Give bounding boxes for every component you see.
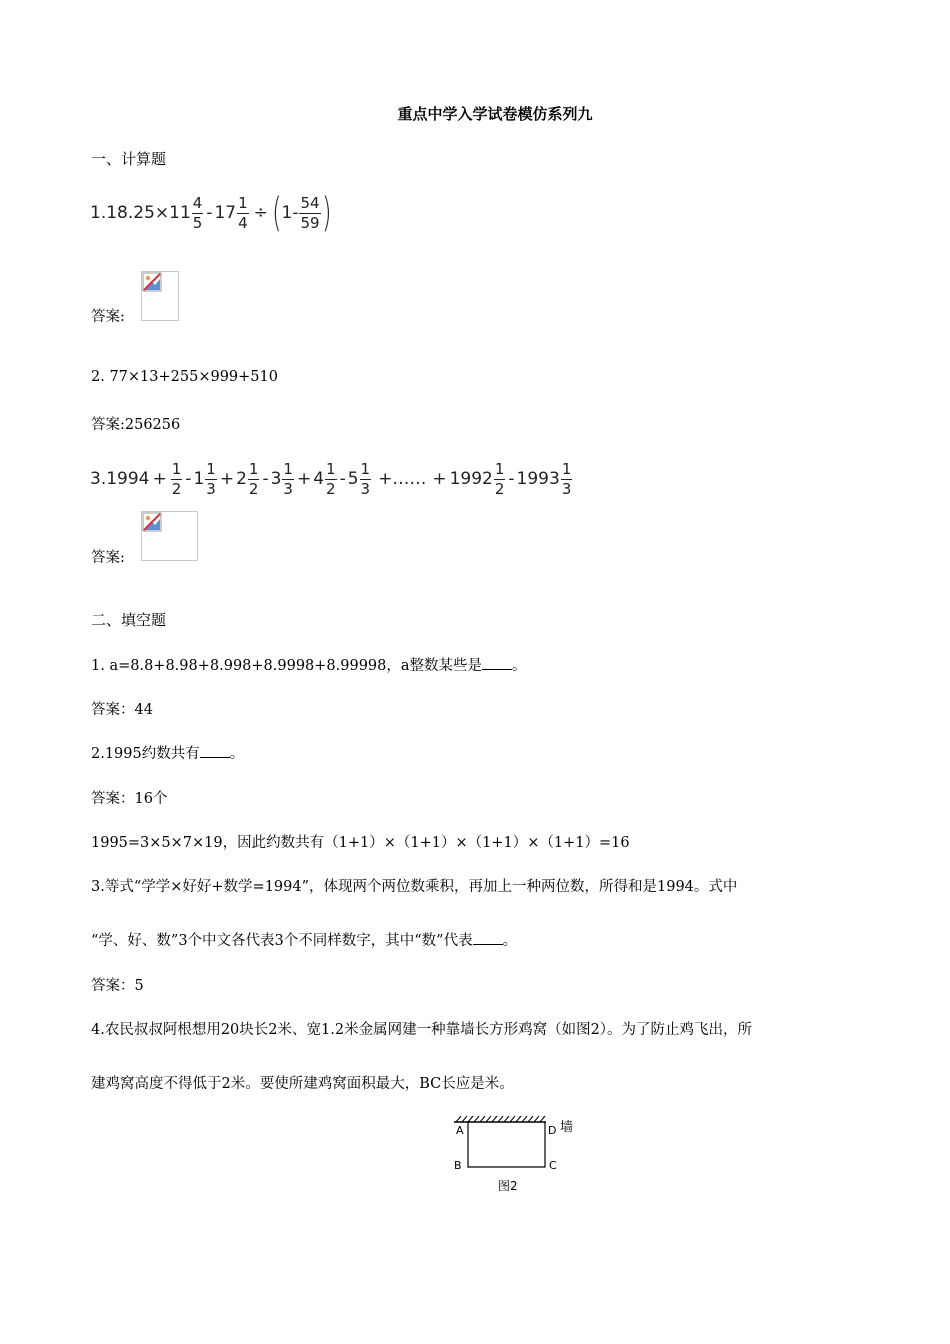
q3-whole-end-1: 1992 [449, 469, 493, 489]
answer-1-image [141, 271, 179, 321]
q3-dots: +…… [378, 469, 427, 489]
label-wall: 墙 [560, 1120, 574, 1135]
fill-question-3-line-2 [91, 929, 517, 950]
q3-frac4-den: 2 [326, 479, 336, 498]
label-b: B [454, 1159, 462, 1172]
q1-frac1-numerator: 4 [192, 193, 203, 212]
broken-image-icon [142, 512, 162, 532]
figure-caption: 图2 [498, 1179, 518, 1193]
label-c: C [549, 1159, 557, 1172]
q3-fraction-1 [205, 459, 217, 498]
fill-q3-blank [473, 930, 503, 945]
q1-whole-2: 17 [214, 203, 237, 223]
q3-frac-end1-den: 2 [494, 479, 505, 498]
q1-left-paren: ( [272, 190, 282, 236]
q3-plus-0: + [152, 469, 167, 489]
q3-frac2-num: 1 [248, 459, 259, 478]
q3-plus-end: + [432, 469, 447, 489]
q1-whole-1: 11 [169, 203, 191, 223]
label-d: D [548, 1124, 557, 1137]
q1-one-minus: 1- [281, 203, 299, 223]
fill-question-4-line-2: 建鸡窝高度不得低于2米。要使所建鸡窝面积最大，BC长应是米。 [91, 1076, 514, 1092]
q1-right-paren: ) [321, 190, 332, 236]
q3-frac-end1-num: 1 [494, 459, 505, 478]
fill-answer-3: 答案：5 [91, 978, 144, 994]
q3-frac5-den: 3 [360, 479, 371, 498]
fill-explanation-2: 1995=3×5×7×19，因此约数共有（1+1）×（1+1）×（1+1）×（1+1）=16 [91, 835, 630, 851]
q3-op-5: - [339, 469, 346, 489]
q3-fraction-0 [171, 459, 183, 498]
q3-frac-end2-den: 3 [561, 479, 572, 498]
q1-frac3-denominator: 59 [300, 213, 320, 232]
fill-question-3-line-1: 3.等式“学学×好好+数学=1994”，体现两个两位数乘积，再加上一种两位数，所得和是1994。式中 [91, 879, 738, 895]
q3-op-2: + [219, 469, 235, 489]
q1-term-a: 18.25 [106, 203, 155, 223]
q3-whole-2: 2 [236, 469, 247, 489]
fill-q2-blank [200, 743, 230, 758]
q3-frac2-den: 2 [248, 479, 259, 498]
q3-frac4-num: 1 [326, 459, 336, 478]
q1-frac2-numerator: 1 [238, 193, 248, 212]
q3-whole-5: 5 [347, 469, 359, 489]
fill-q1-text: 1. a=8.8+8.98+8.998+8.9998+8.99998，a整数某些是 [91, 658, 483, 674]
q3-frac3-den: 3 [283, 479, 293, 498]
q3-fraction-2 [248, 459, 260, 498]
q3-frac0-num: 1 [171, 459, 182, 478]
section-heading-fill: 二、填空题 [91, 611, 167, 629]
q3-frac5-num: 1 [360, 459, 371, 478]
q3-whole-3: 3 [270, 469, 282, 489]
q1-fraction-1 [192, 193, 204, 232]
q3-fraction-3 [282, 459, 294, 498]
label-a: A [456, 1124, 464, 1137]
q3-op-3: - [262, 469, 269, 489]
q3-op-1: - [185, 469, 192, 489]
q1-fraction-3 [299, 193, 320, 232]
q3-fraction-5 [360, 459, 372, 498]
q3-fraction-end-2 [561, 459, 573, 498]
answer-3-label: 答案: [91, 550, 125, 566]
q1-number: 1. [90, 203, 107, 223]
q3-whole-4: 4 [313, 469, 325, 489]
q1-fraction-2 [237, 193, 249, 232]
fill-answer-1: 答案：44 [91, 702, 153, 718]
q3-frac1-den: 3 [206, 479, 216, 498]
q1-divide: ÷ [253, 203, 268, 223]
q1-frac3-numerator: 54 [300, 193, 320, 212]
q3-frac0-den: 2 [171, 479, 182, 498]
fill-q3-end: 。 [502, 933, 518, 949]
section-heading-calc: 一、计算题 [91, 150, 167, 168]
q1-frac2-denominator: 4 [238, 213, 248, 232]
fill-question-2 [91, 742, 244, 763]
fill-q2-text: 2.1995约数共有 [91, 746, 200, 762]
fill-q1-blank [482, 655, 512, 670]
q3-frac3-num: 1 [283, 459, 293, 478]
q3-whole-1: 1 [193, 469, 205, 489]
q3-frac1-num: 1 [206, 459, 216, 478]
figure-2-diagram [446, 1112, 586, 1197]
q3-number: 3. [90, 469, 107, 489]
q3-fraction-end-1 [494, 459, 506, 498]
fill-question-1 [91, 654, 527, 675]
answer-1-label: 答案: [91, 309, 125, 325]
q3-minus-end: - [508, 469, 515, 489]
page-title: 重点中学入学试卷模仿系列九 [397, 105, 593, 123]
q3-start: 1994 [106, 469, 150, 489]
fill-q1-end: 。 [512, 658, 527, 674]
question-2: 2. 77×13+255×999+510 [91, 369, 278, 385]
q3-frac-end2-num: 1 [561, 459, 572, 478]
broken-image-icon [142, 272, 162, 292]
question-1-formula [90, 188, 331, 238]
fill-question-4-line-1: 4.农民叔叔阿根想用20块长2米、宽1.2米金属网建一种靠墙长方形鸡窝（如图2）。为了防止鸡飞出，所 [91, 1022, 753, 1038]
q1-minus: - [206, 203, 213, 223]
question-3-formula [90, 455, 573, 503]
q3-fraction-4 [325, 459, 337, 498]
fill-q2-end: 。 [229, 746, 245, 762]
answer-3-image [141, 511, 198, 561]
q1-frac1-denominator: 5 [192, 213, 203, 232]
q3-op-4: + [296, 469, 312, 489]
q3-whole-end-2: 1993 [516, 469, 560, 489]
fill-q3-text: “学、好、数”3个中文各代表3个不同样数字，其中“数”代表 [91, 933, 473, 949]
q1-times: × [154, 203, 170, 223]
fill-answer-2: 答案：16个 [91, 791, 168, 807]
answer-2: 答案:256256 [91, 417, 181, 433]
